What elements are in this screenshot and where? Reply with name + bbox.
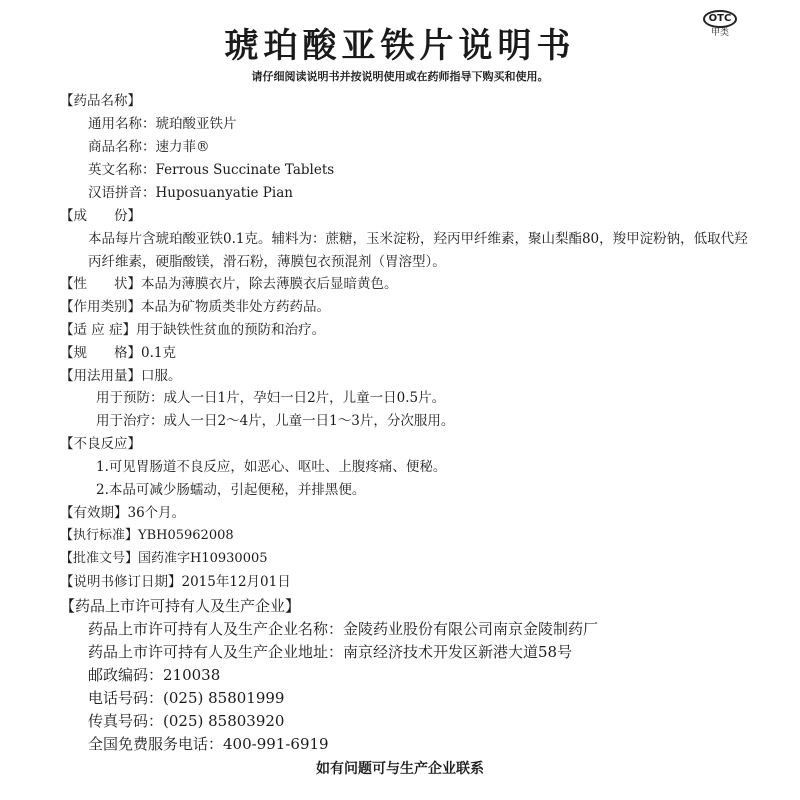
- section-dosage: 【用法用量】口服。: [60, 368, 182, 384]
- section-drug-name: 【药品名称】: [60, 93, 141, 109]
- usage-notice: 请仔细阅读说明书并按说明使用或在药师指导下购买和使用。: [251, 70, 549, 83]
- generic-name: 通用名称：琥珀酸亚铁片: [88, 116, 237, 132]
- english-name: 英文名称：Ferrous Succinate Tablets: [88, 162, 335, 178]
- holder-phone: 电话号码：(025) 85801999: [88, 689, 285, 707]
- holder-fax: 传真号码：(025) 85803920: [88, 712, 285, 730]
- document-title: 琥珀酸亚铁片说明书: [224, 26, 576, 66]
- otc-badge: [700, 6, 740, 39]
- ingredients-text: 本品每片含琥珀酸亚铁0.1克。辅料为：蔗糖，玉米淀粉，羟丙甲纤维素，聚山梨酯80，羧甲淀粉钠，低取代羟丙纤维素，硬脂酸镁，滑石粉，薄膜包衣预混剂（胃溶型）。: [88, 231, 748, 270]
- section-validity: 【有效期】36个月。: [60, 505, 186, 521]
- footer-note: 如有问题可与生产企业联系: [316, 761, 484, 777]
- section-appearance: 【性 状】本品为薄膜衣片，除去薄膜衣后显暗黄色。: [60, 276, 398, 292]
- section-standard: 【执行标准】YBH05962008: [60, 528, 234, 543]
- holder-name: 药品上市许可持有人及生产企业名称：金陵药业股份有限公司南京金陵制药厂: [88, 620, 599, 638]
- section-spec: 【规 格】0.1克: [60, 345, 176, 361]
- dosage-prevention: 用于预防：成人一日1片，孕妇一日2片，儿童一日0.5片。: [96, 390, 446, 406]
- otc-class: 甲类: [710, 28, 729, 38]
- otc-label: OTC: [703, 10, 738, 28]
- holder-address: 药品上市许可持有人及生产企业地址：南京经济技术开发区新港大道58号: [88, 643, 573, 661]
- holder-hotline: 全国免费服务电话：400-991-6919: [88, 735, 329, 753]
- trade-name: 商品名称：速力菲®: [88, 139, 210, 155]
- section-category: 【作用类别】本品为矿物质类非处方药药品。: [60, 299, 330, 315]
- section-holder: 【药品上市许可持有人及生产企业】: [60, 597, 301, 615]
- pinyin-name: 汉语拼音：Huposuanyatie Pian: [88, 185, 293, 201]
- adverse-item-2: 2.本品可减少肠蠕动，引起便秘，并排黑便。: [96, 482, 366, 498]
- holder-postcode: 邮政编码：210038: [88, 666, 221, 684]
- dosage-treatment: 用于治疗：成人一日2～4片，儿童一日1～3片，分次服用。: [96, 413, 455, 429]
- section-revision: 【说明书修订日期】2015年12月01日: [60, 574, 291, 590]
- adverse-item-1: 1.可见胃肠道不良反应，如恶心、呕吐、上腹疼痛、便秘。: [96, 459, 447, 475]
- section-approval: 【批准文号】国药准字H10930005: [60, 551, 268, 566]
- section-indication: 【适 应 症】用于缺铁性贫血的预防和治疗。: [60, 322, 326, 338]
- section-ingredients: 【成 份】: [60, 208, 141, 224]
- section-adverse: 【不良反应】: [60, 436, 141, 452]
